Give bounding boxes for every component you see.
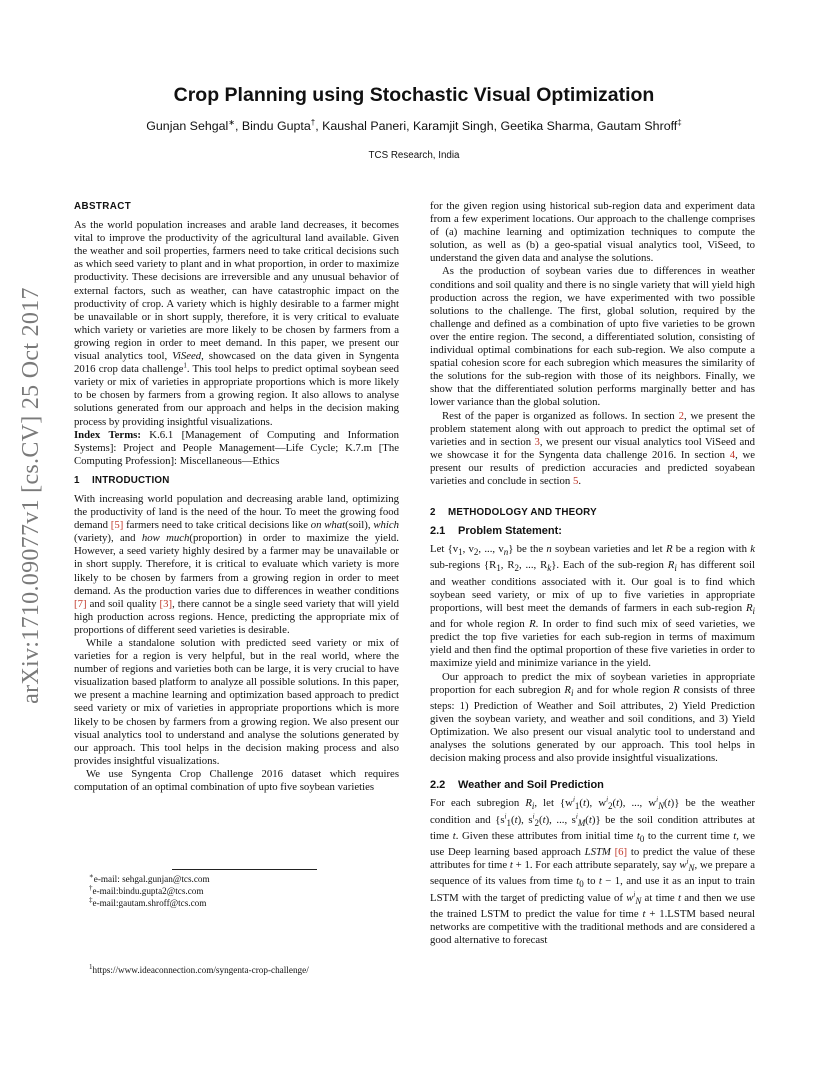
intro-continued-paragraph: for the given region using historical sub-region data and experiment data from a few experiment locations. Our approach to the challenge comprises of (a) machine learning and optimization techniques to compute the solution, as well as (b) a geo-spatial visual analytics tool, ViSeed, to understand the given data and analyse the solutions. xyxy=(430,200,755,265)
subsection-heading-weather-soil: 2.2 Weather and Soil Prediction xyxy=(430,779,604,792)
author-list: Gunjan Sehgal∗, Bindu Gupta†, Kaushal Paneri, Karamjit Singh, Geetika Sharma, Gautam Shroff‡ xyxy=(146,117,682,133)
problem-statement-paragraph: Let {$v_1$, $v_2$, ..., $v_n$} be the n soybean varieties and let R be a region with k sub-regions {$R_1$, $R_2$, ..., $R_k$}. Each of the sub-region $R_i$ has different soil and weather conditions associated with it. Our goal is to find which soybean seed variety, or mix of up to five varieties in appropriate proportions, will best meet the demands of farmers in each sub-region $R_i$ and for whole region R. In order to find such mix of seed varieties, we predict the top five varieties for each sub-region in terms of maximum yield and then find the optimal proportion of these five varieties in order to maximize yield and minimize variance in the yield. xyxy=(430,543,756,670)
author-name: Gunjan Sehgal xyxy=(146,119,229,133)
footnote-url: $^1$https://www.ideaconnection.com/syngenta-crop-challenge/ xyxy=(89,962,309,975)
footnote: ∗e-mail: sehgal.gunjan@tcs.com xyxy=(89,871,210,884)
intro-paragraph-5: Rest of the paper is organized as follows. In section 2, we present the problem statement along with out approach to predict the optimal set of varieties and in section 3, we present our visual analytics tool ViSeed and we showcase it for the Syngenta data challenge 2016. In section 4, we present our results of prediction accuracies and predicted soyabean varieties and conclude in section 5. xyxy=(430,409,755,487)
intro-paragraph-1: With increasing world population and decreasing arable land, optimizing the productivity of land is the need of the hour. To meet the growing food demand [5] farmers need to take critical decisions like on what(soil), which (variety), and how much(proportion) in order to maximize the yield. However, a seed variety highly desired by a farmer may be unavailable or in short supply. Therefore, it is critical to evaluate which variety is more likely to be chosen by farmers from a growing region in order to meet demand. As the production varies due to differences in weather conditions [7] and soil quality [3], there cannot be a single seed variety that will yield high production across regions. Hence, predicting the appropriate mix of proportions of different seed varieties is desirable. xyxy=(74,492,399,636)
weather-soil-paragraph: For each subregion $R_i$, let {$w^i_1(t)$, $w^i_2(t)$, ..., $w^i_N(t)$} be the weather condition and {$s^i_1(t)$, $s^i_2(t)$, ..., $s^i_M(t)$} be the soil condition attributes at time t. Given these attributes from initial time $t_0$ to the current time t, we use Deep learning based approach LSTM [6] to predict the value of these attributes for time t + 1. For each attribute separately, say $w^i_N$, we prepare a sequence of its values from time $t_0$ to t − 1, and use it as an input to train LSTM with the target of predicting value of $w^i_N$ at time t and then we use the trained LSTM to predict the value for time t + 1.LSTM based neural networks are competitive with the traditional methods and are considered a good alternative to forecast xyxy=(430,795,756,947)
affiliation: TCS Research, India xyxy=(368,150,460,161)
author-name: Bindu Gupta xyxy=(241,119,311,133)
author-mark: ‡ xyxy=(677,117,682,127)
intro-paragraph-3: We use Syngenta Crop Challenge 2016 dataset which requires computation of an optimal combination of upto five soybean varieties xyxy=(74,767,399,794)
footnote-divider xyxy=(172,869,317,870)
section-ref-link[interactable]: 3 xyxy=(534,435,540,448)
subsection-heading-problem-statement: 2.1 Problem Statement: xyxy=(430,525,562,538)
section-ref-link[interactable]: 2 xyxy=(678,409,684,422)
section-ref-link[interactable]: 5 xyxy=(572,474,579,487)
citation-link[interactable]: [5] xyxy=(110,519,124,532)
footnote: ‡e-mail:gautam.shroff@tcs.com xyxy=(89,896,207,909)
intro-paragraph-4: As the production of soybean varies due to differences in weather conditions and soil quality and there is no single variety that will yield high production across the region, we have experimented with two possible solutions to the challenge. The first, global solution, required by the challenge and defined as a combination of upto five varieties to be grown over the entire region. The second, a differentiated solution, consisting of individual optimal combinations for each sub-region. We also compute a spatial cohesion score for each subregion which measures the similarity of the solutions for the sub-region with those of its neighbors. Finally, we show that the differentiated solution performs marginally better and has lower variance than the global solution. xyxy=(430,265,755,409)
citation-link[interactable]: [7] xyxy=(74,597,87,610)
section-heading-methodology: 2 METHODOLOGY AND THEORY xyxy=(430,507,597,519)
citation-link[interactable]: [3] xyxy=(159,597,173,610)
footnote: †e-mail:bindu.gupta2@tcs.com xyxy=(89,884,204,897)
index-terms: Index Terms: K.6.1 [Management of Computing and Information Systems]: Project and People Management—Life Cycle; K.7.m [The Computing Profession]: Miscellaneous—Ethics xyxy=(74,428,399,467)
approach-paragraph: Our approach to predict the mix of soybean varieties in appropriate proportion for each subregion $R_i$ and for whole region R consists of three steps: 1) Prediction of Weather and Soil attributes, 2) Yield Prediction given the soybean variety, and weather and soil conditions, and 3) Yield Optimization. We also present our visual analytic tool to understand and analyses the solutions generated by our approach. This tool helps in decision making process and also provide insightful visualizations. xyxy=(430,670,755,765)
author-footnotes xyxy=(89,873,210,909)
arxiv-identifier-stamp: arXiv:1710.09077v1 [cs.CV] 25 Oct 2017 xyxy=(17,286,44,704)
author-mark: † xyxy=(310,117,316,127)
intro-paragraph-2: While a standalone solution with predicted seed variety or mix of varieties for a region is very helpful, but in the real world, where the number of regions and varieties both can be large, it is very crucial to have visualization based platform to analyze all possible solutions. In this paper, we present a machine learning and optimization based approach to predict seed variety or mix of varieties in appropriate proportions which is more likely to be chosen by farmers from a growing region. We also present our visual analytics tool to understand and analyse the solutions generated by our approach. This tool helps in the decision making process and also provides insightful visualizations. xyxy=(74,637,399,767)
author-name: Kaushal Paneri, Karamjit Singh, Geetika Sharma, Gautam Shroff xyxy=(322,119,678,133)
section-heading-introduction: 1 INTRODUCTION xyxy=(74,474,170,486)
citation-link[interactable]: [6] xyxy=(614,846,628,859)
left-column xyxy=(74,200,399,794)
abstract-heading: ABSTRACT xyxy=(74,201,132,212)
paper-title: Crop Planning using Stochastic Visual Optimization xyxy=(173,84,655,106)
right-column xyxy=(430,200,755,947)
abstract-paragraph: As the world population increases and arable land decreases, it becomes vital to improve the productivity of the agricultural land available. Given the weather and soil properties, farmers need to take critical decisions such as which seed variety to plant and in what proportion, in order to maximize productivity. These decisions are irreversible and any unusual behavior of external factors, such as weather, can have catastrophic impact on the productivity of crop. A variety which is highly desirable to a farmer might be unavailable or in short supply, therefore, it is very critical to evaluate which variety or varieties are more likely to be chosen by farmers from a growing region in order to meet demand. In this paper, we present our visual analytics tool, ViSeed, showcased on the data given in Syngenta 2016 crop data challenge$^1$. This tool helps to predict optimal soybean seed variety or mix of varieties in appropriate proportions which is more likely to be chosen by farmers from a growing region. It also allows to analyse solutions generated from our approach and helps in the decision making process by providing insightful visualizations. xyxy=(74,219,399,428)
author-mark: ∗ xyxy=(228,117,235,127)
section-ref-link[interactable]: 4 xyxy=(729,448,736,461)
